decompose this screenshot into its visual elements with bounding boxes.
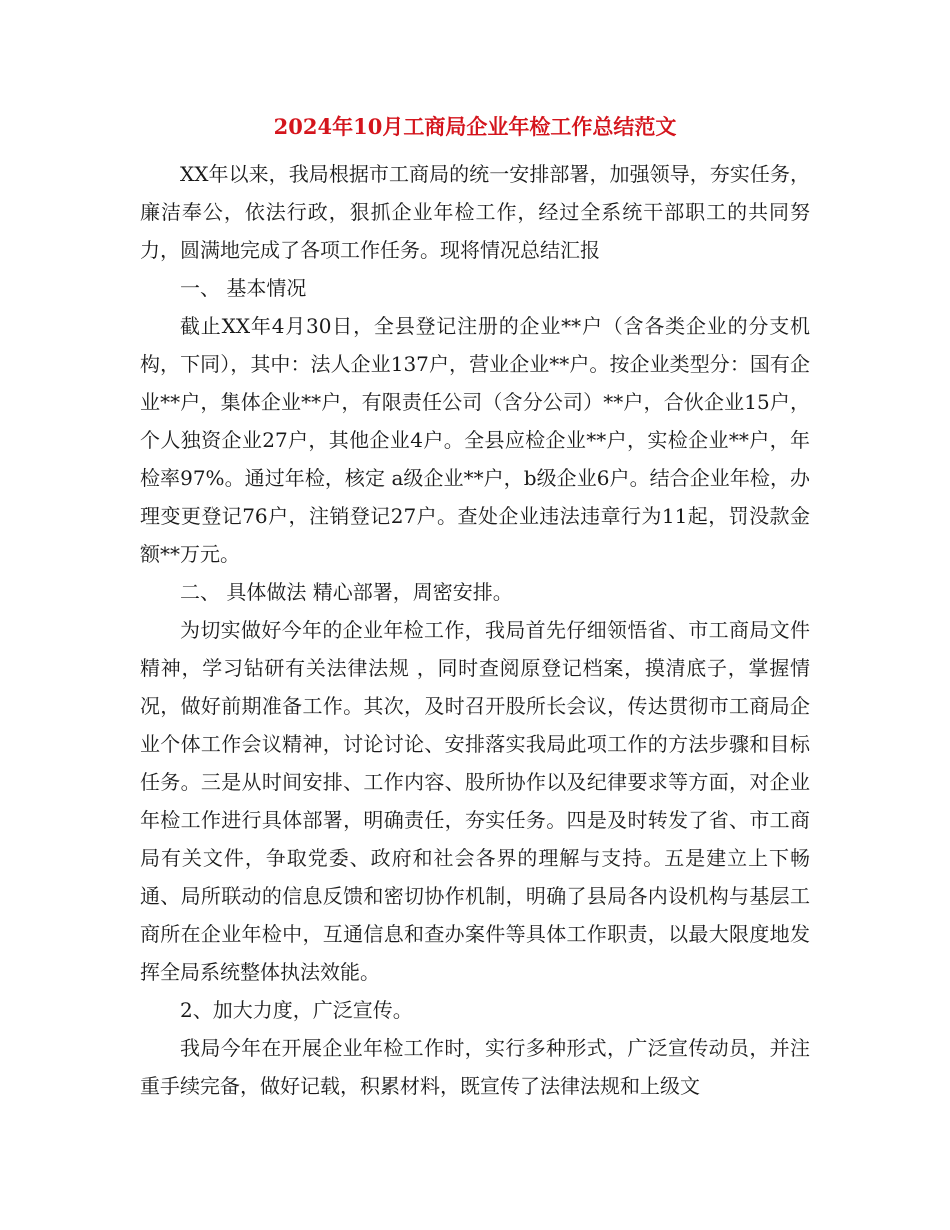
specific-methods-paragraph: 为切实做好今年的企业年检工作，我局首先仔细领悟省、市工商局文件精神，学习钻研有关法律法规 ，同时查阅原登记档案，摸清底子，掌握情况，做好前期准备工作。其次，及时召开股所长会议，传达贯彻市工商局企业个体工作会议精神，讨论讨论、安排落实我局此项工作的方法步骤和目标任务。三是从时间安排、工作内容、股所协作以及纪律要求等方面，对企业年检工作进行具体部署，明确责任，夯实任务。四是及时转发了省、市工商局有关文件，争取党委、政府和社会各界的理解与支持。五是建立上下畅通、局所联动的信息反馈和密切协作机制，明确了县局各内设机构与基层工商所在企业年检中，互通信息和查办案件等具体工作职责，以最大限度地发挥全局系统整体执法效能。 (140, 618, 810, 984)
section-heading-basic-situation: 一、 基本情况 (180, 276, 307, 300)
publicity-paragraph: 我局今年在开展企业年检工作时，实行多种形式，广泛宣传动员，并注重手续完备，做好记载，积累材料，既宣传了法律法规和上级文 (140, 1036, 810, 1098)
intro-paragraph: XX年以来，我局根据市工商局的统一安排部署，加强领导，夯实任务，廉洁奉公，依法行政，狠抓企业年检工作，经过全系统干部职工的共同努力，圆满地完成了各项工作任务。现将情况总结汇报 (140, 162, 810, 262)
section-heading-specific-methods: 二、 具体做法 精心部署，周密安排。 (180, 580, 513, 604)
document-body (140, 155, 810, 1105)
basic-situation-paragraph: 截止XX年4月30日，全县登记注册的企业**户（含各类企业的分支机构，下同），其中：法人企业137户，营业企业**户。按企业类型分：国有企业**户，集体企业**户，有限责任公司（含分公司）**户，合伙企业15户，个人独资企业27户，其他企业4户。全县应检企业**户，实检企业**户，年检率97%。通过年检，核定 a级企业**户，b级企业6户。结合企业年检，办理变更登记76户，注销登记27户。查处企业违法违章行为11起，罚没款金额**万元。 (140, 314, 810, 566)
subsection-heading-publicity: 2、加大力度，广泛宣传。 (180, 998, 413, 1022)
document-title: 2024年10月工商局企业年检工作总结范文 (273, 114, 677, 139)
